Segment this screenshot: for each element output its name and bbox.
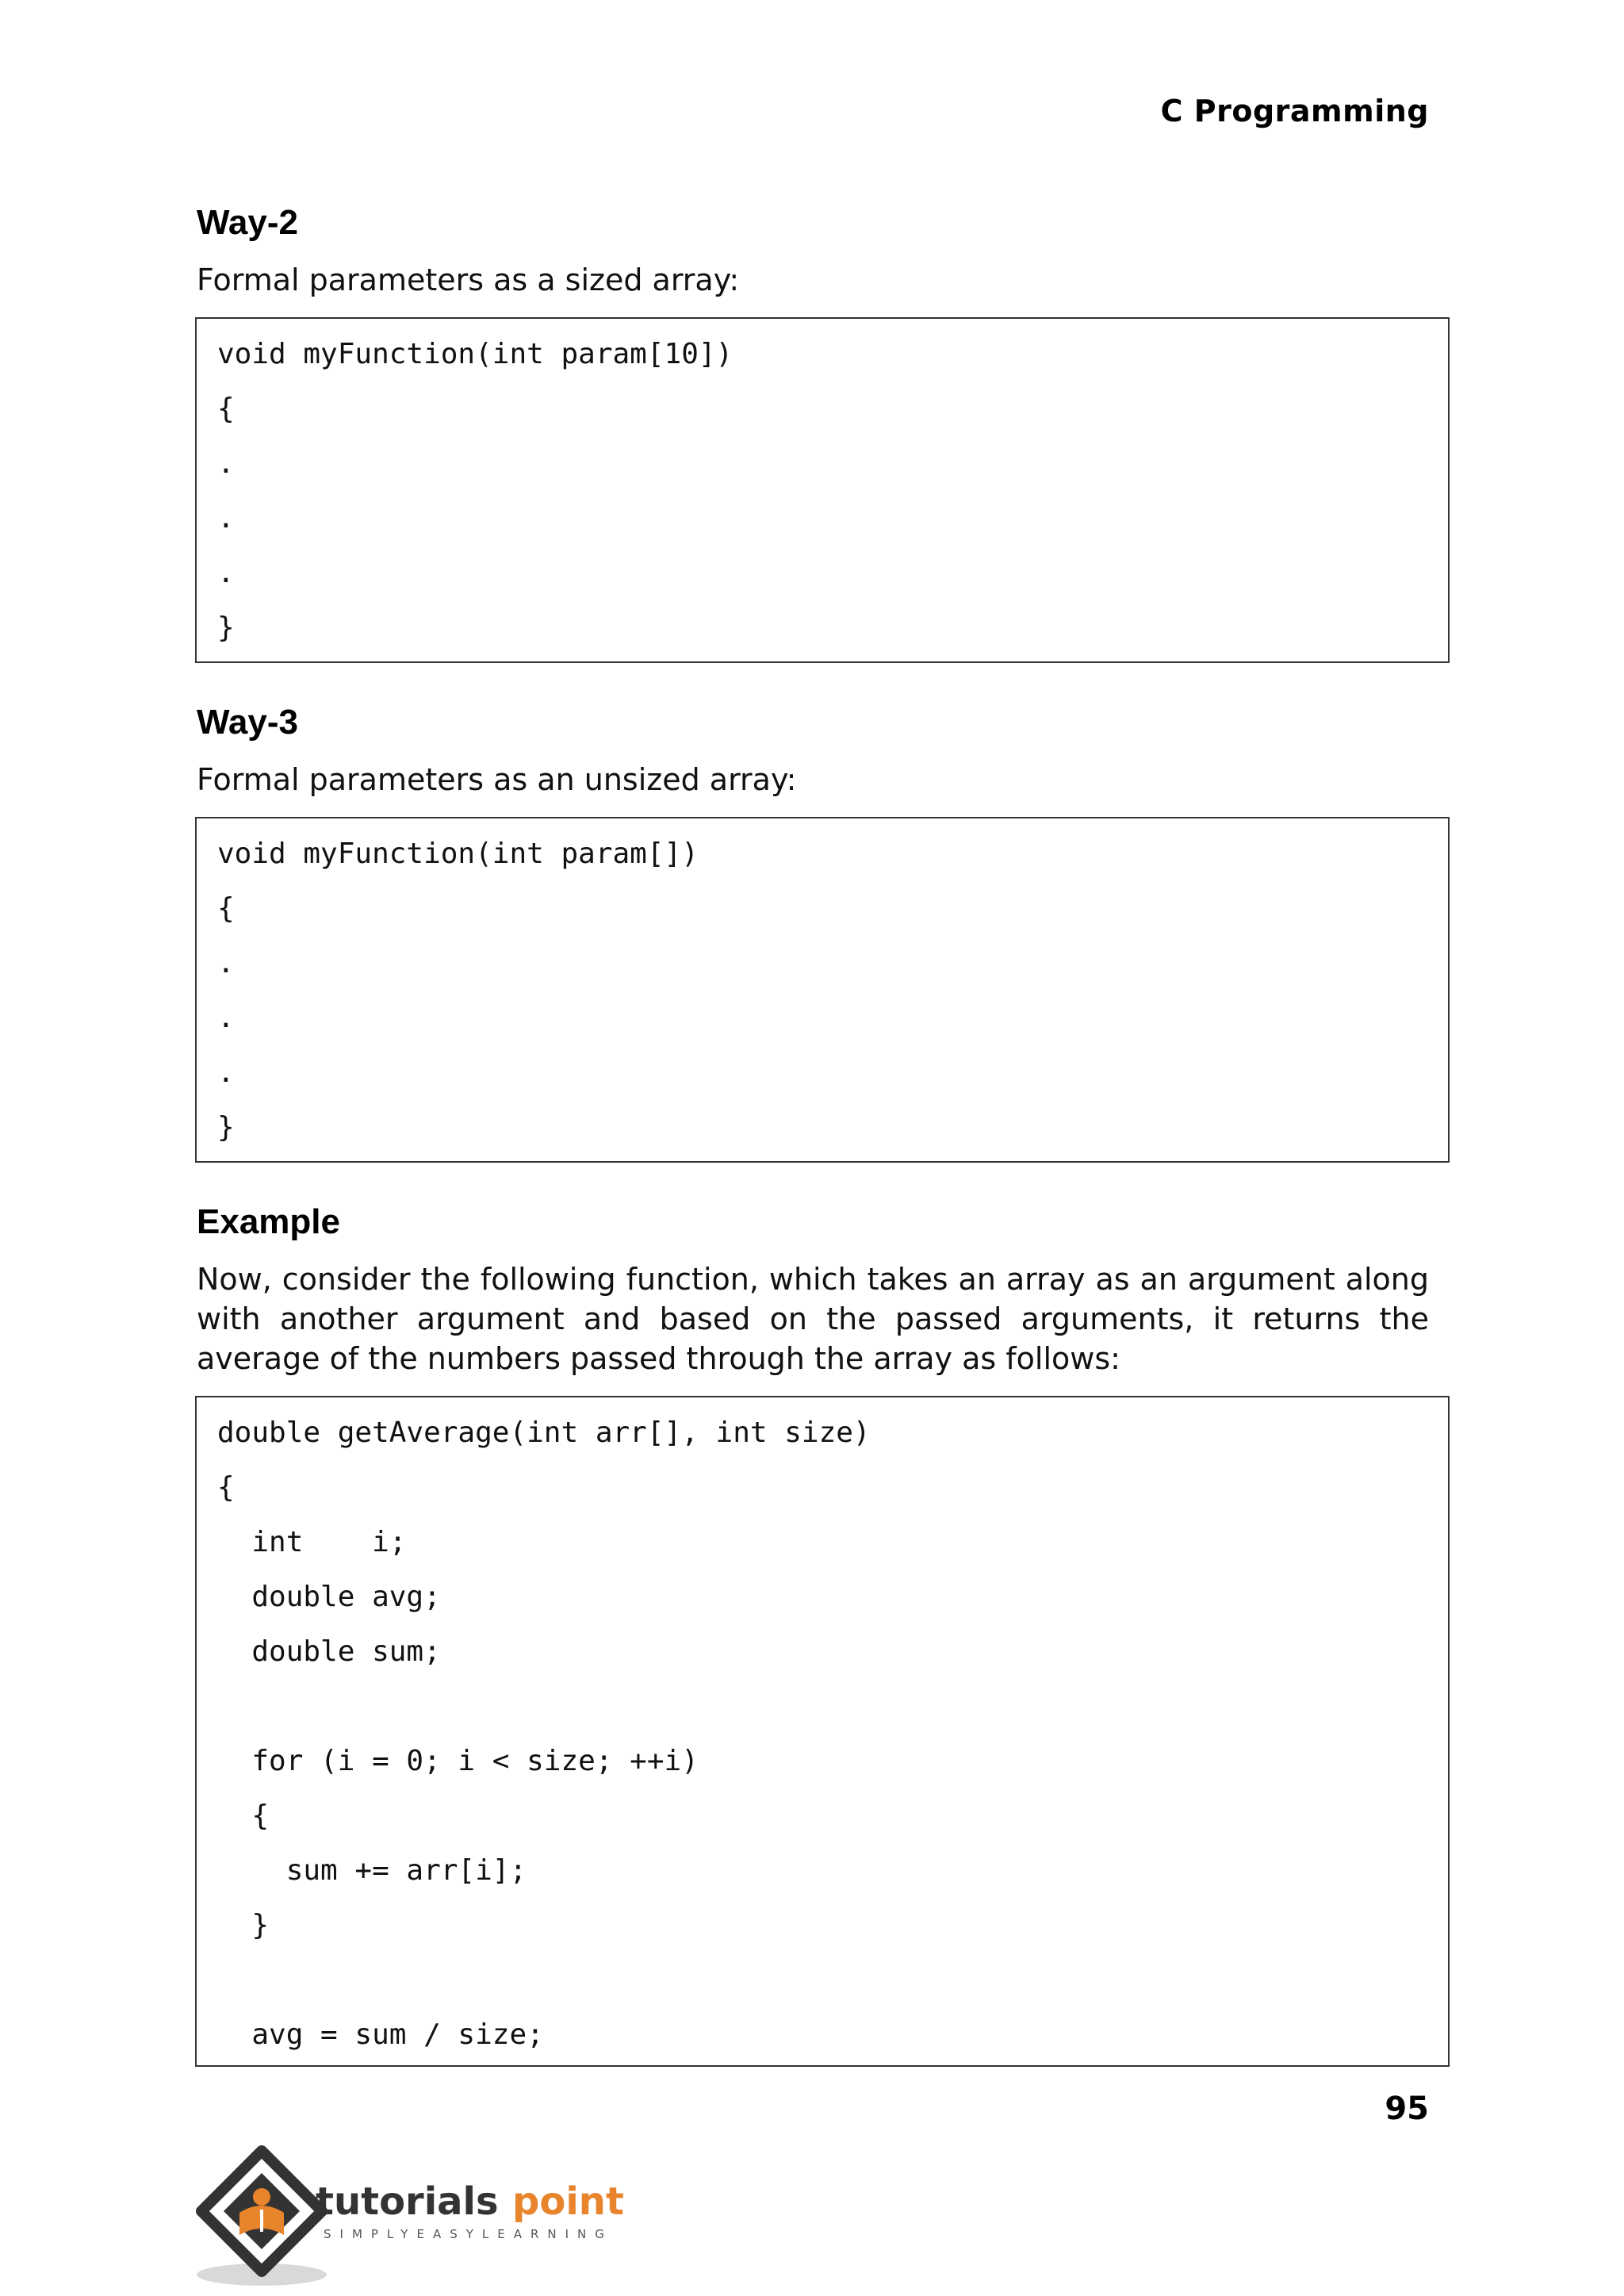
code-line	[217, 1687, 1448, 1742]
code-line: double getAverage(int arr[], int size)	[217, 1416, 871, 1449]
code-line: {	[217, 892, 235, 925]
code-block-way-3	[195, 817, 1450, 1163]
code-line: avg = sum / size;	[217, 2018, 544, 2051]
code-line: .	[217, 1056, 235, 1089]
code-line: .	[217, 1002, 235, 1034]
tutorialspoint-logo-graphic	[195, 2141, 639, 2292]
code-line: {	[217, 1800, 270, 1832]
code-line: int i;	[217, 1526, 407, 1558]
section-text-way-3: Formal parameters as an unsized array:	[197, 762, 797, 797]
code-line: .	[217, 557, 235, 589]
page-header-title: C Programming	[1160, 94, 1429, 128]
code-line: void myFunction(int param[])	[217, 838, 699, 870]
code-line: for (i = 0; i < size; ++i)	[217, 1745, 699, 1777]
section-text-example: Now, consider the following function, which takes an array as an argument along with another argument and based on the passed arguments, it returns the average of the numbers passed through the array as follows:	[197, 1262, 1429, 1376]
page-number: 95	[1385, 2091, 1429, 2127]
logo-text-accent: point	[512, 2179, 624, 2224]
tutorialspoint-logo	[195, 2141, 639, 2292]
section-heading-way-3: Way-3	[197, 703, 298, 742]
code-line: {	[217, 393, 235, 425]
code-line: }	[217, 1909, 270, 1941]
code-line: .	[217, 947, 235, 979]
logo-text-main: tutorials	[316, 2179, 499, 2224]
logo-tagline: SIMPLYEASYLEARNING	[324, 2227, 613, 2241]
code-line: void myFunction(int param[10])	[217, 338, 733, 370]
code-block-way-2	[195, 317, 1450, 663]
code-line	[217, 1961, 1448, 2015]
code-line: }	[217, 611, 235, 644]
section-text-way-2: Formal parameters as a sized array:	[197, 263, 740, 297]
section-heading-way-2: Way-2	[197, 203, 298, 242]
code-line: .	[217, 502, 235, 535]
code-line: sum += arr[i];	[217, 1854, 527, 1887]
code-line: double sum;	[217, 1635, 441, 1668]
code-block-example	[195, 1396, 1450, 2067]
section-heading-example: Example	[197, 1202, 340, 1241]
code-line: {	[217, 1471, 235, 1504]
code-line: .	[217, 447, 235, 480]
code-line: }	[217, 1111, 235, 1144]
code-line: double avg;	[217, 1581, 441, 1613]
